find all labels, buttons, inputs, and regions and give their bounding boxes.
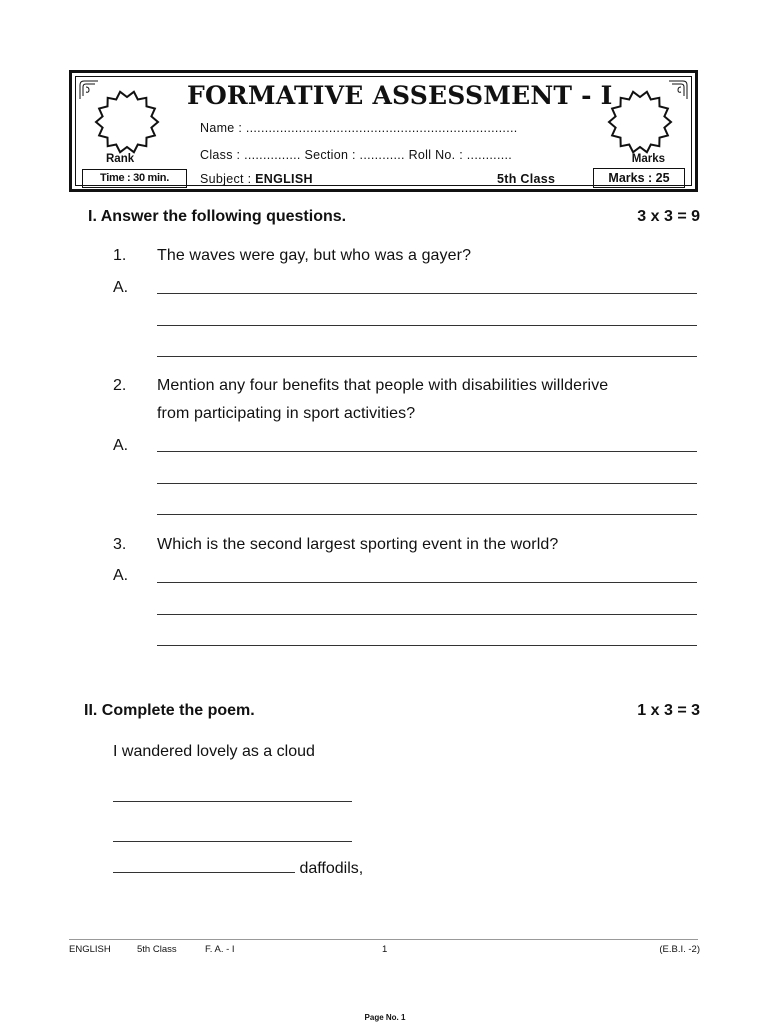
question-1-text: The waves were gay, but who was a gayer? xyxy=(157,247,472,264)
footer-divider xyxy=(69,939,698,940)
answer-2-label: A. xyxy=(113,437,129,454)
section-1-score: 3 x 3 = 9 xyxy=(637,208,700,225)
question-3-number: 3. xyxy=(113,536,127,553)
subject-field xyxy=(200,172,313,186)
question-2-text-continued: from participating in sport activities? xyxy=(157,405,416,422)
class-value: 5th Class xyxy=(497,172,556,186)
footer-page: 1 xyxy=(382,944,388,955)
answer-3-line[interactable] xyxy=(157,582,697,583)
total-marks-box: Marks : 25 xyxy=(593,168,685,188)
question-3-text: Which is the second largest sporting event in the world? xyxy=(157,536,559,553)
answer-3-line[interactable] xyxy=(157,614,697,615)
question-2-number: 2. xyxy=(113,377,127,394)
subject-label: Subject : xyxy=(200,172,256,186)
rank-badge-icon xyxy=(94,89,160,155)
page-number: Page No. 1 xyxy=(364,1013,406,1022)
answer-3-label: A. xyxy=(113,567,129,584)
answer-2-line[interactable] xyxy=(157,514,697,515)
assessment-header-box xyxy=(69,70,698,192)
footer-class: 5th Class xyxy=(137,944,177,955)
answer-2-line[interactable] xyxy=(157,483,697,484)
answer-3-line[interactable] xyxy=(157,645,697,646)
subject-value: ENGLISH xyxy=(255,172,313,186)
class-section-roll-field[interactable]: Class : ............... Section : ............ Roll No. : ............ xyxy=(200,148,513,162)
footer-subject: ENGLISH xyxy=(69,944,111,955)
poem-blank-line[interactable] xyxy=(113,801,352,802)
rank-label: Rank xyxy=(106,153,135,165)
section-1-heading: I. Answer the following questions. xyxy=(88,208,347,225)
answer-1-line[interactable] xyxy=(157,325,697,326)
poem-blank-line[interactable] xyxy=(113,841,352,842)
question-2-text: Mention any four benefits that people with disabilities willderive xyxy=(157,377,609,394)
poem-last-word: daffodils, xyxy=(299,860,364,877)
section-2-score: 1 x 3 = 3 xyxy=(637,702,700,719)
marks-label: Marks xyxy=(631,153,665,165)
time-box: Time : 30 min. xyxy=(82,169,187,188)
poem-blank-inline[interactable] xyxy=(113,871,295,873)
poem-last-line xyxy=(113,860,363,878)
footer-code: (E.B.I. -2) xyxy=(659,944,700,955)
answer-2-line[interactable] xyxy=(157,451,697,452)
answer-1-label: A. xyxy=(113,279,129,296)
section-2-heading: II. Complete the poem. xyxy=(84,702,255,719)
footer-assessment: F. A. - I xyxy=(205,944,235,955)
name-field[interactable]: Name : ........................................................................ xyxy=(200,121,518,135)
poem-first-line: I wandered lovely as a cloud xyxy=(113,743,315,760)
question-1-number: 1. xyxy=(113,247,127,264)
marks-badge-icon xyxy=(607,89,673,155)
page-title: FORMATIVE ASSESSMENT - I xyxy=(187,81,613,110)
answer-1-line[interactable] xyxy=(157,293,697,294)
answer-1-line[interactable] xyxy=(157,356,697,357)
